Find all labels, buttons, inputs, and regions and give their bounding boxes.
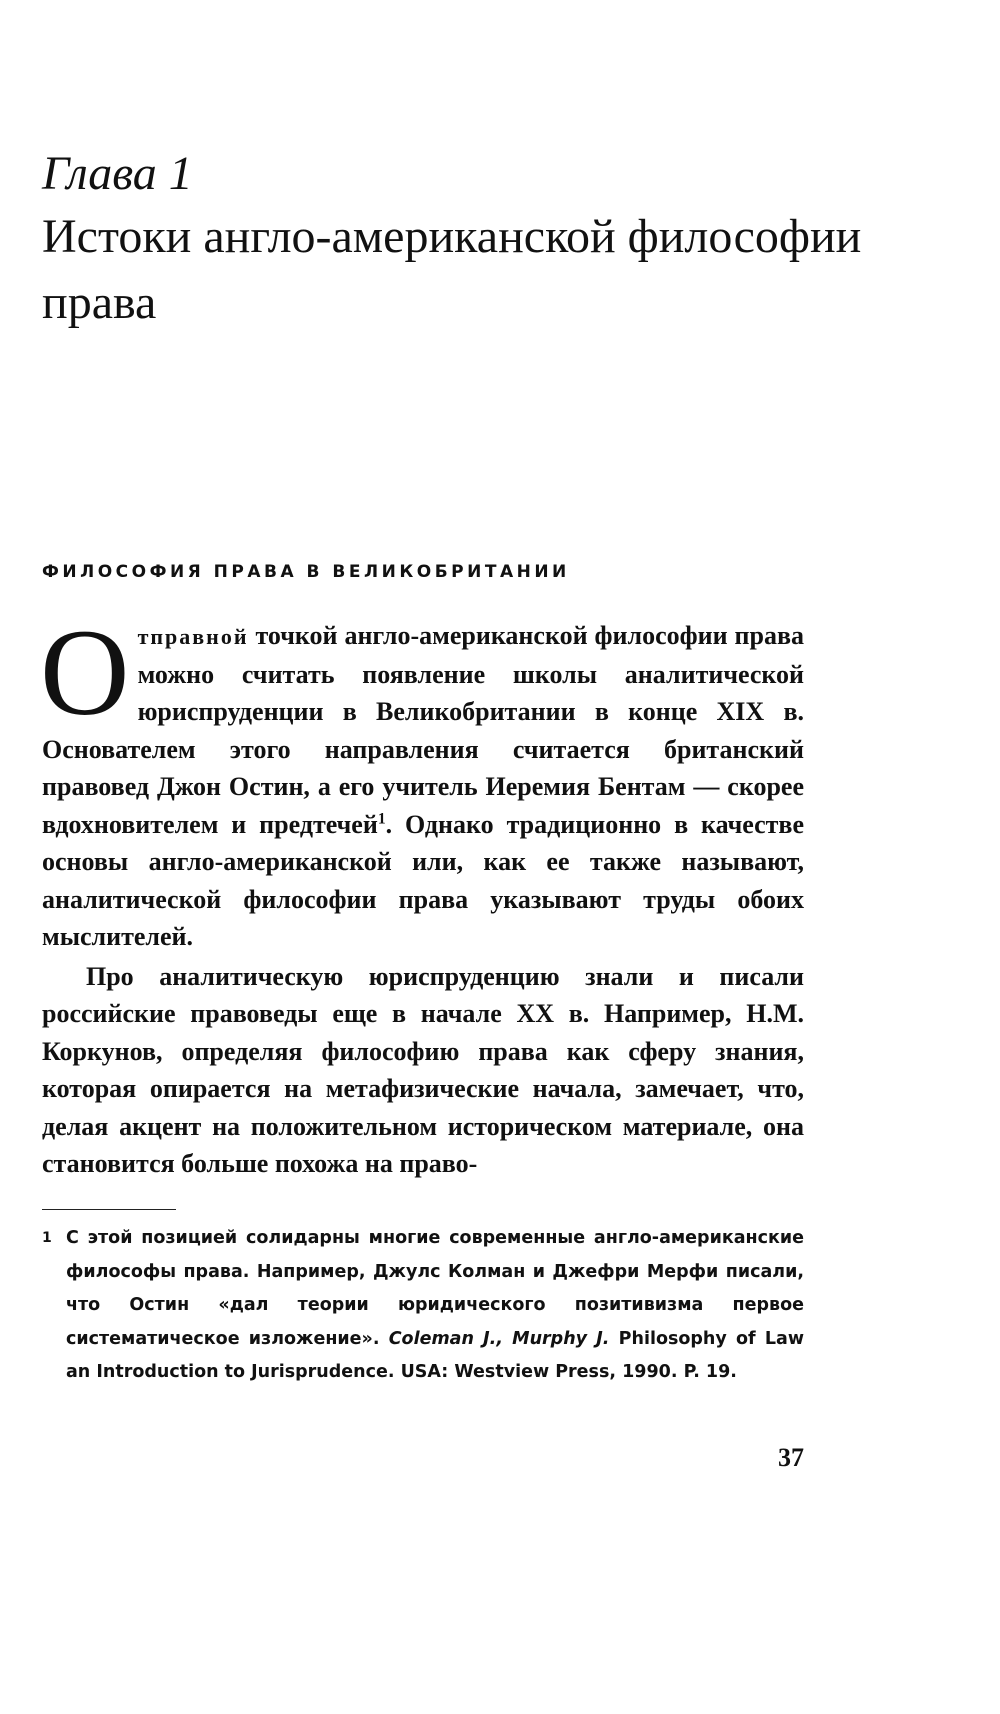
footnote-mark: 1 <box>42 1230 52 1246</box>
body-text <box>40 604 804 1183</box>
paragraph-1 <box>40 604 804 956</box>
paragraph-2: Про аналитическую юриспруденцию знали и писали российские правоведы еще в начале XX в. Например, Н.М. Коркунов, определяя философию права как сферу знания, которая опирается на метафизические начала, замечает, что, делая акцент на положительном историческом материале, она становится больше похожа на право- <box>42 961 804 1178</box>
section-heading: ФИЛОСОФИЯ ПРАВА В ВЕЛИКОБРИТАНИИ <box>42 562 570 582</box>
footnote <box>42 1222 804 1390</box>
footnote-text-a: С этой позицией солидарны многие современные англо-американские философы права. Например, Джулс Колман и Джефри Мерфи писали, что Остин «дал теории юридического позитивизма первое систематическое изложение». <box>66 1228 804 1349</box>
drop-cap: О <box>40 604 130 741</box>
chapter-title: Истоки англо-американской философии права <box>42 210 862 329</box>
chapter-label: Глава 1 <box>42 147 193 200</box>
page-number: 37 <box>778 1443 804 1472</box>
footnote-text-b: Philosophy of Law an Introduction to Jurisprudence. USA: Westview Press, 1990. P. 19. <box>66 1328 804 1382</box>
lead-in-word: тправной <box>137 624 249 649</box>
paragraph-1-text-a: точкой англо-американской философии права можно считать появление школы аналитической юриспруденции в Великобритании в конце XIX в. Основателем этого направления считается британский правовед Джон Остин, а его учитель Иеремия Бентам — скорее вдохновителем и предтечей <box>42 621 804 839</box>
footnote-authors: Coleman J., Murphy J. <box>388 1328 610 1349</box>
footnote-reference[interactable]: 1 <box>377 809 386 827</box>
footnote-divider <box>42 1209 176 1210</box>
paragraph-1-text-b: . Однако традиционно в качестве основы англо-американской или, как ее также называют, аналитической философии права указывают труды обоих мыслителей. <box>42 809 804 951</box>
